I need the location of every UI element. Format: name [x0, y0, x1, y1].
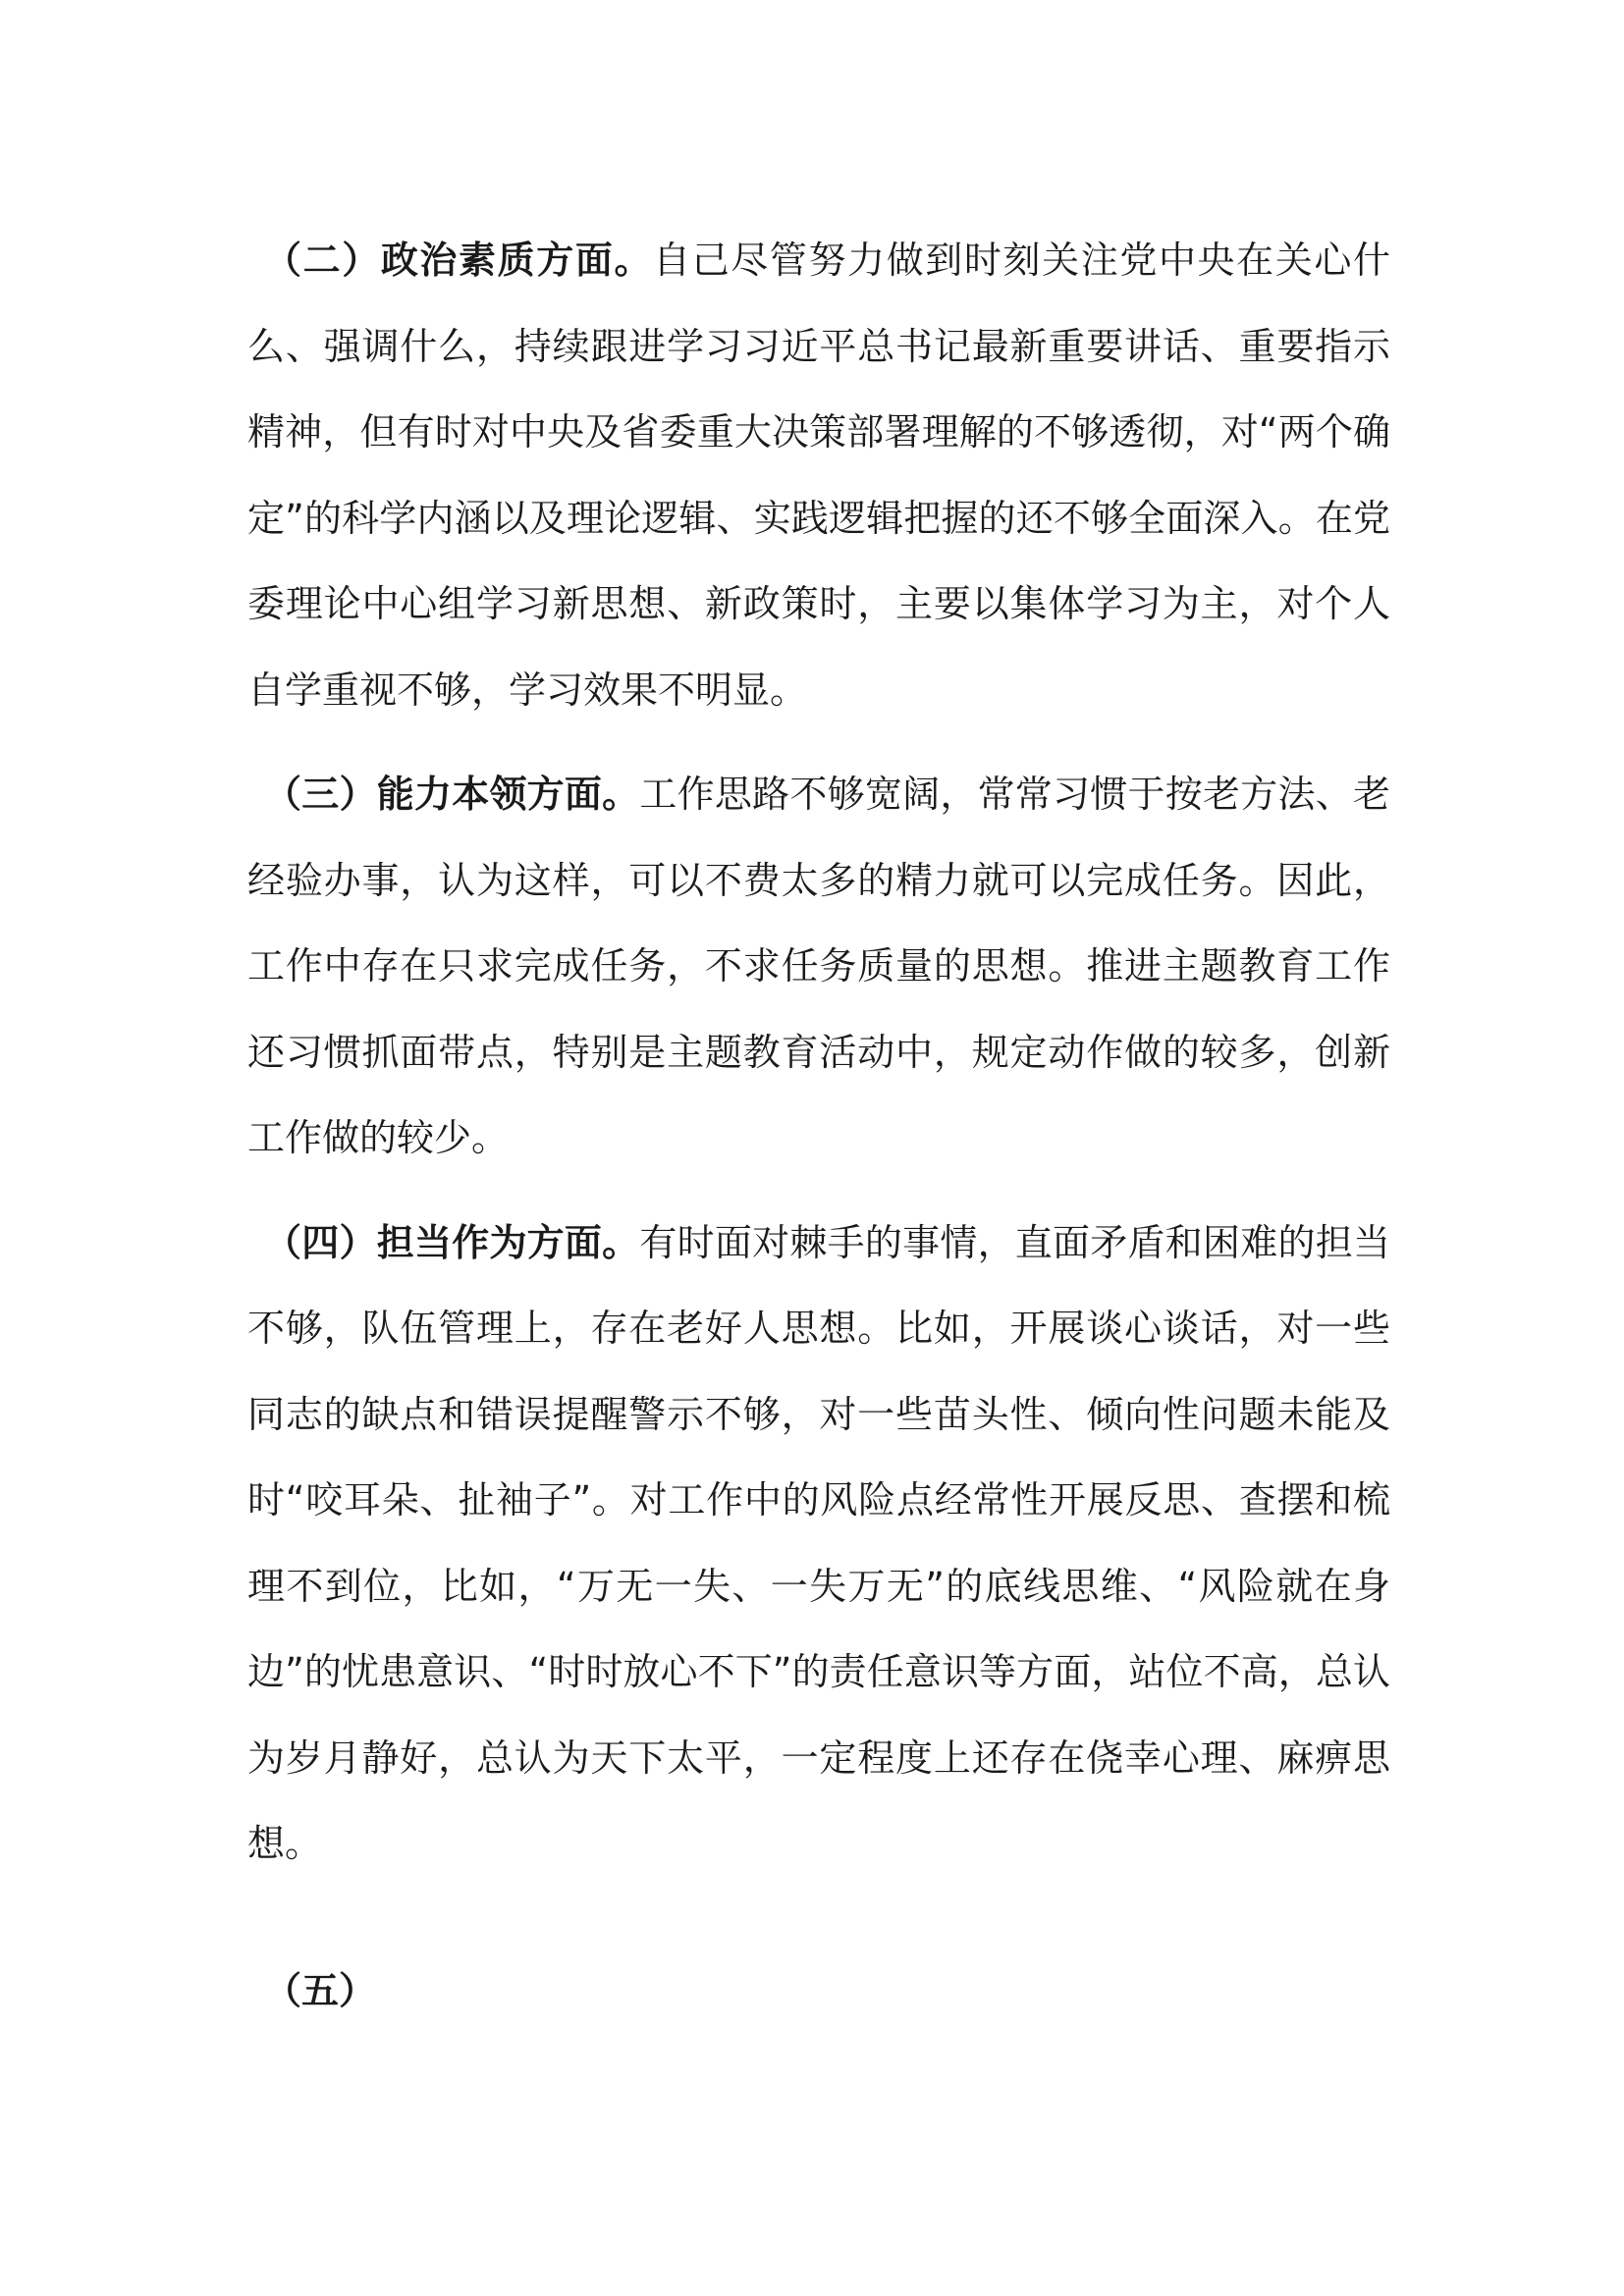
paragraph-heading: （四）担当作为方面。 — [264, 1220, 640, 1264]
paragraph-text: 工作思路不够宽阔，常常习惯于按老方法、老经验办事，认为这样，可以不费太多的精力就可以完成任务。因此，工作中存在只求完成任务，不求任务质量的思想。推进主题教育工作还习惯抓面带点，特别是主题教育活动中，规定动作做的较多，创新工作做的较少。 — [247, 773, 1390, 1159]
paragraph-responsibility — [247, 1201, 1390, 1888]
paragraph-heading: （三）能力本领方面。 — [264, 773, 640, 816]
paragraph-political-quality — [247, 218, 1390, 733]
paragraph-text: 自己尽管努力做到时刻关注党中央在关心什么、强调什么，持续跟进学习习近平总书记最新重要讲话、重要指示精神，但有时对中央及省委重大决策部署理解的不够透彻，对“两个确定”的科学内涵以及理论逻辑、实践逻辑把握的还不够全面深入。在党委理论中心组学习新思想、新政策时，主要以集体学习为主，对个人自学重视不够，学习效果不明显。 — [247, 239, 1390, 712]
paragraph-text: 有时面对棘手的事情，直面矛盾和困难的担当不够，队伍管理上，存在老好人思想。比如，开展谈心谈话，对一些同志的缺点和错误提醒警示不够，对一些苗头性、倾向性问题未能及时“咬耳朵、扯袖子”。对工作中的风险点经常性开展反思、查摆和梳理不到位，比如，“万无一失、一失万无”的底线思维、“风险就在身边”的忧患意识、“时时放心不下”的责任意识等方面，站位不高，总认为岁月静好，总认为天下太平，一定程度上还存在侥幸心理、麻痹思想。 — [247, 1220, 1390, 1865]
paragraph-heading: （二）政治素质方面。 — [264, 239, 654, 282]
paragraph-heading: （五） — [264, 1968, 377, 2012]
document-body — [247, 218, 1390, 2034]
paragraph-fifth — [247, 1949, 1390, 2035]
paragraph-ability — [247, 752, 1390, 1182]
